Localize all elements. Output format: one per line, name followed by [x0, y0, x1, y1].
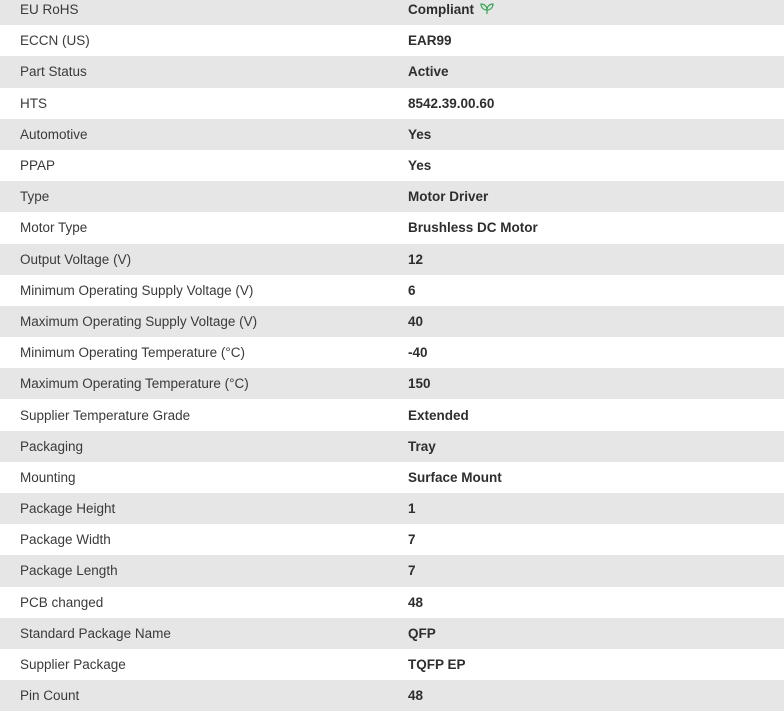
spec-attribute: PPAP	[20, 158, 56, 174]
spec-row	[0, 555, 784, 586]
spec-attribute: Package Length	[20, 563, 118, 579]
spec-value: 40	[408, 313, 424, 329]
spec-row	[0, 337, 784, 368]
spec-row	[0, 0, 784, 25]
spec-attribute: Output Voltage (V)	[20, 251, 132, 267]
spec-row	[0, 368, 784, 399]
spec-row	[0, 462, 784, 493]
spec-value: Active	[408, 64, 449, 80]
spec-row	[0, 524, 784, 555]
spec-row	[0, 88, 784, 119]
spec-attribute: Supplier Package	[20, 657, 126, 673]
spec-attribute: Package Width	[20, 532, 111, 548]
spec-attribute: Maximum Operating Supply Voltage (V)	[20, 313, 258, 329]
spec-value: 150	[408, 376, 431, 392]
spec-attribute: Part Status	[20, 64, 87, 80]
spec-value: 6	[408, 282, 416, 298]
spec-row	[0, 150, 784, 181]
spec-row	[0, 399, 784, 430]
spec-value: Extended	[408, 407, 469, 423]
spec-row	[0, 212, 784, 243]
spec-value: Tray	[408, 438, 436, 454]
spec-value: Brushless DC Motor	[408, 220, 538, 236]
spec-value: 48	[408, 688, 424, 704]
spec-value: 12	[408, 251, 424, 267]
spec-value: 7	[408, 563, 416, 579]
leaf-icon	[480, 3, 494, 18]
spec-value: Motor Driver	[408, 189, 489, 205]
spec-attribute: Package Height	[20, 501, 116, 517]
spec-row	[0, 649, 784, 680]
spec-row	[0, 587, 784, 618]
spec-row	[0, 680, 784, 711]
spec-row	[0, 56, 784, 87]
spec-row	[0, 119, 784, 150]
spec-row	[0, 618, 784, 649]
spec-attribute: Type	[20, 189, 50, 205]
spec-attribute: Maximum Operating Temperature (°C)	[20, 376, 249, 392]
spec-row	[0, 275, 784, 306]
spec-value: 48	[408, 594, 424, 610]
spec-attribute: Pin Count	[20, 688, 80, 704]
spec-attribute: HTS	[20, 95, 47, 111]
spec-value: 1	[408, 501, 416, 517]
spec-row	[0, 306, 784, 337]
spec-value-cell	[408, 0, 784, 25]
spec-attribute: Packaging	[20, 438, 84, 454]
spec-attribute: Mounting	[20, 469, 76, 485]
spec-attribute: PCB changed	[20, 594, 104, 610]
spec-attribute: EU RoHS	[20, 2, 79, 18]
spec-attribute: Supplier Temperature Grade	[20, 407, 191, 423]
spec-value: Compliant	[408, 1, 474, 17]
spec-row	[0, 431, 784, 462]
spec-row	[0, 25, 784, 56]
spec-attribute: ECCN (US)	[20, 33, 90, 49]
spec-attribute: Automotive	[20, 126, 88, 142]
spec-value: -40	[408, 345, 428, 361]
spec-value: Yes	[408, 126, 432, 142]
spec-attribute: Minimum Operating Temperature (°C)	[20, 345, 245, 361]
spec-value: TQFP EP	[408, 657, 466, 673]
spec-value: EAR99	[408, 33, 452, 49]
spec-value: Surface Mount	[408, 469, 502, 485]
spec-value: 8542.39.00.60	[408, 95, 495, 111]
spec-attribute: Motor Type	[20, 220, 88, 236]
spec-attribute: Standard Package Name	[20, 625, 171, 641]
spec-value: QFP	[408, 625, 436, 641]
spec-row	[0, 181, 784, 212]
spec-value: Yes	[408, 158, 432, 174]
spec-row	[0, 493, 784, 524]
spec-value: 7	[408, 532, 416, 548]
spec-attribute: Minimum Operating Supply Voltage (V)	[20, 282, 254, 298]
spec-row	[0, 244, 784, 275]
